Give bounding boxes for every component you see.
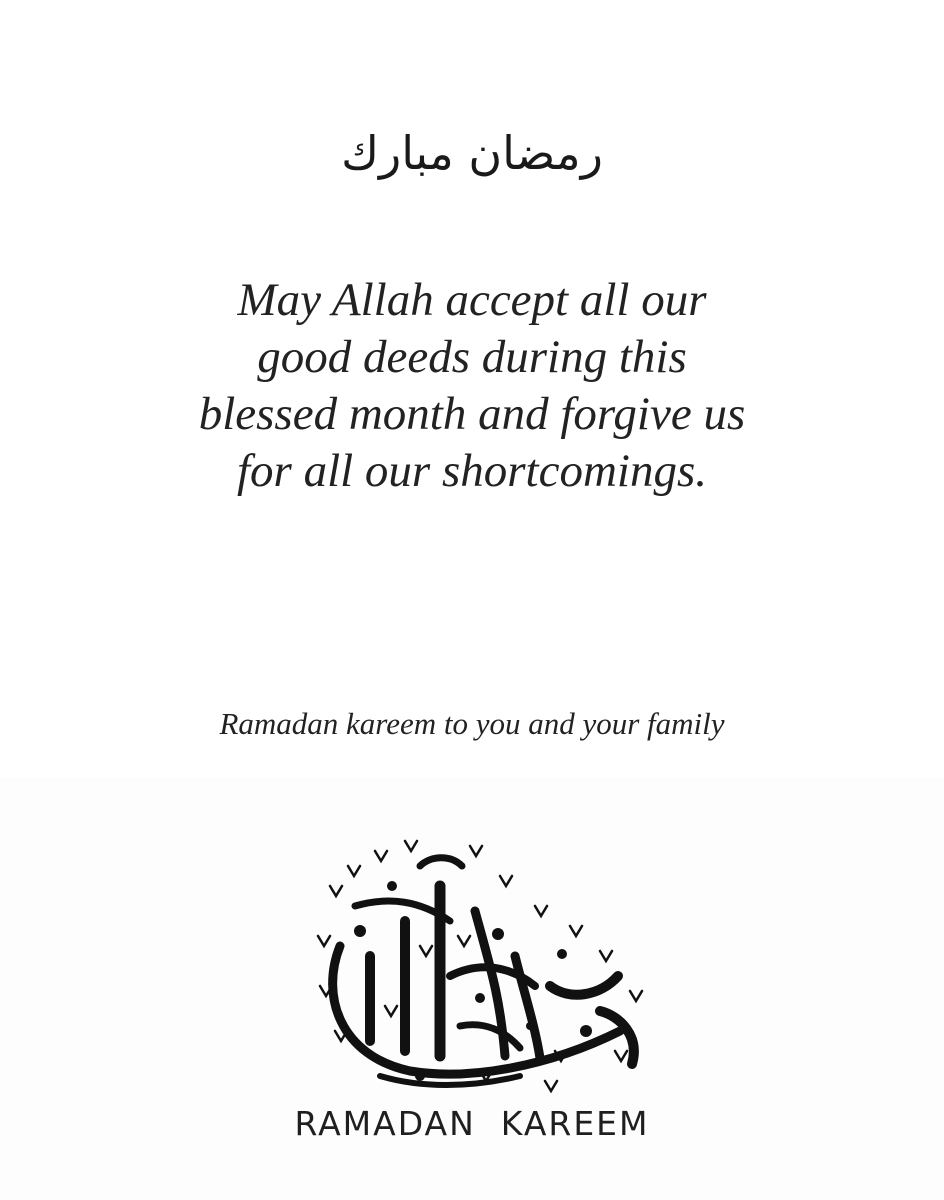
message-line: for all our shortcomings. bbox=[236, 445, 708, 497]
ramadan-kareem-calligraphy-logo bbox=[300, 826, 660, 1096]
message-line: May Allah accept all our bbox=[237, 274, 707, 326]
ramadan-kareem-caption: RAMADAN KAREEM bbox=[294, 1104, 650, 1143]
family-wish: Ramadan kareem to you and your family bbox=[219, 706, 725, 741]
message-line: blessed month and forgive us bbox=[198, 388, 746, 440]
blessing-message bbox=[0, 272, 944, 500]
message-line: good deeds during this bbox=[257, 331, 687, 383]
arabic-greeting: رمضان مبارك bbox=[341, 126, 603, 180]
